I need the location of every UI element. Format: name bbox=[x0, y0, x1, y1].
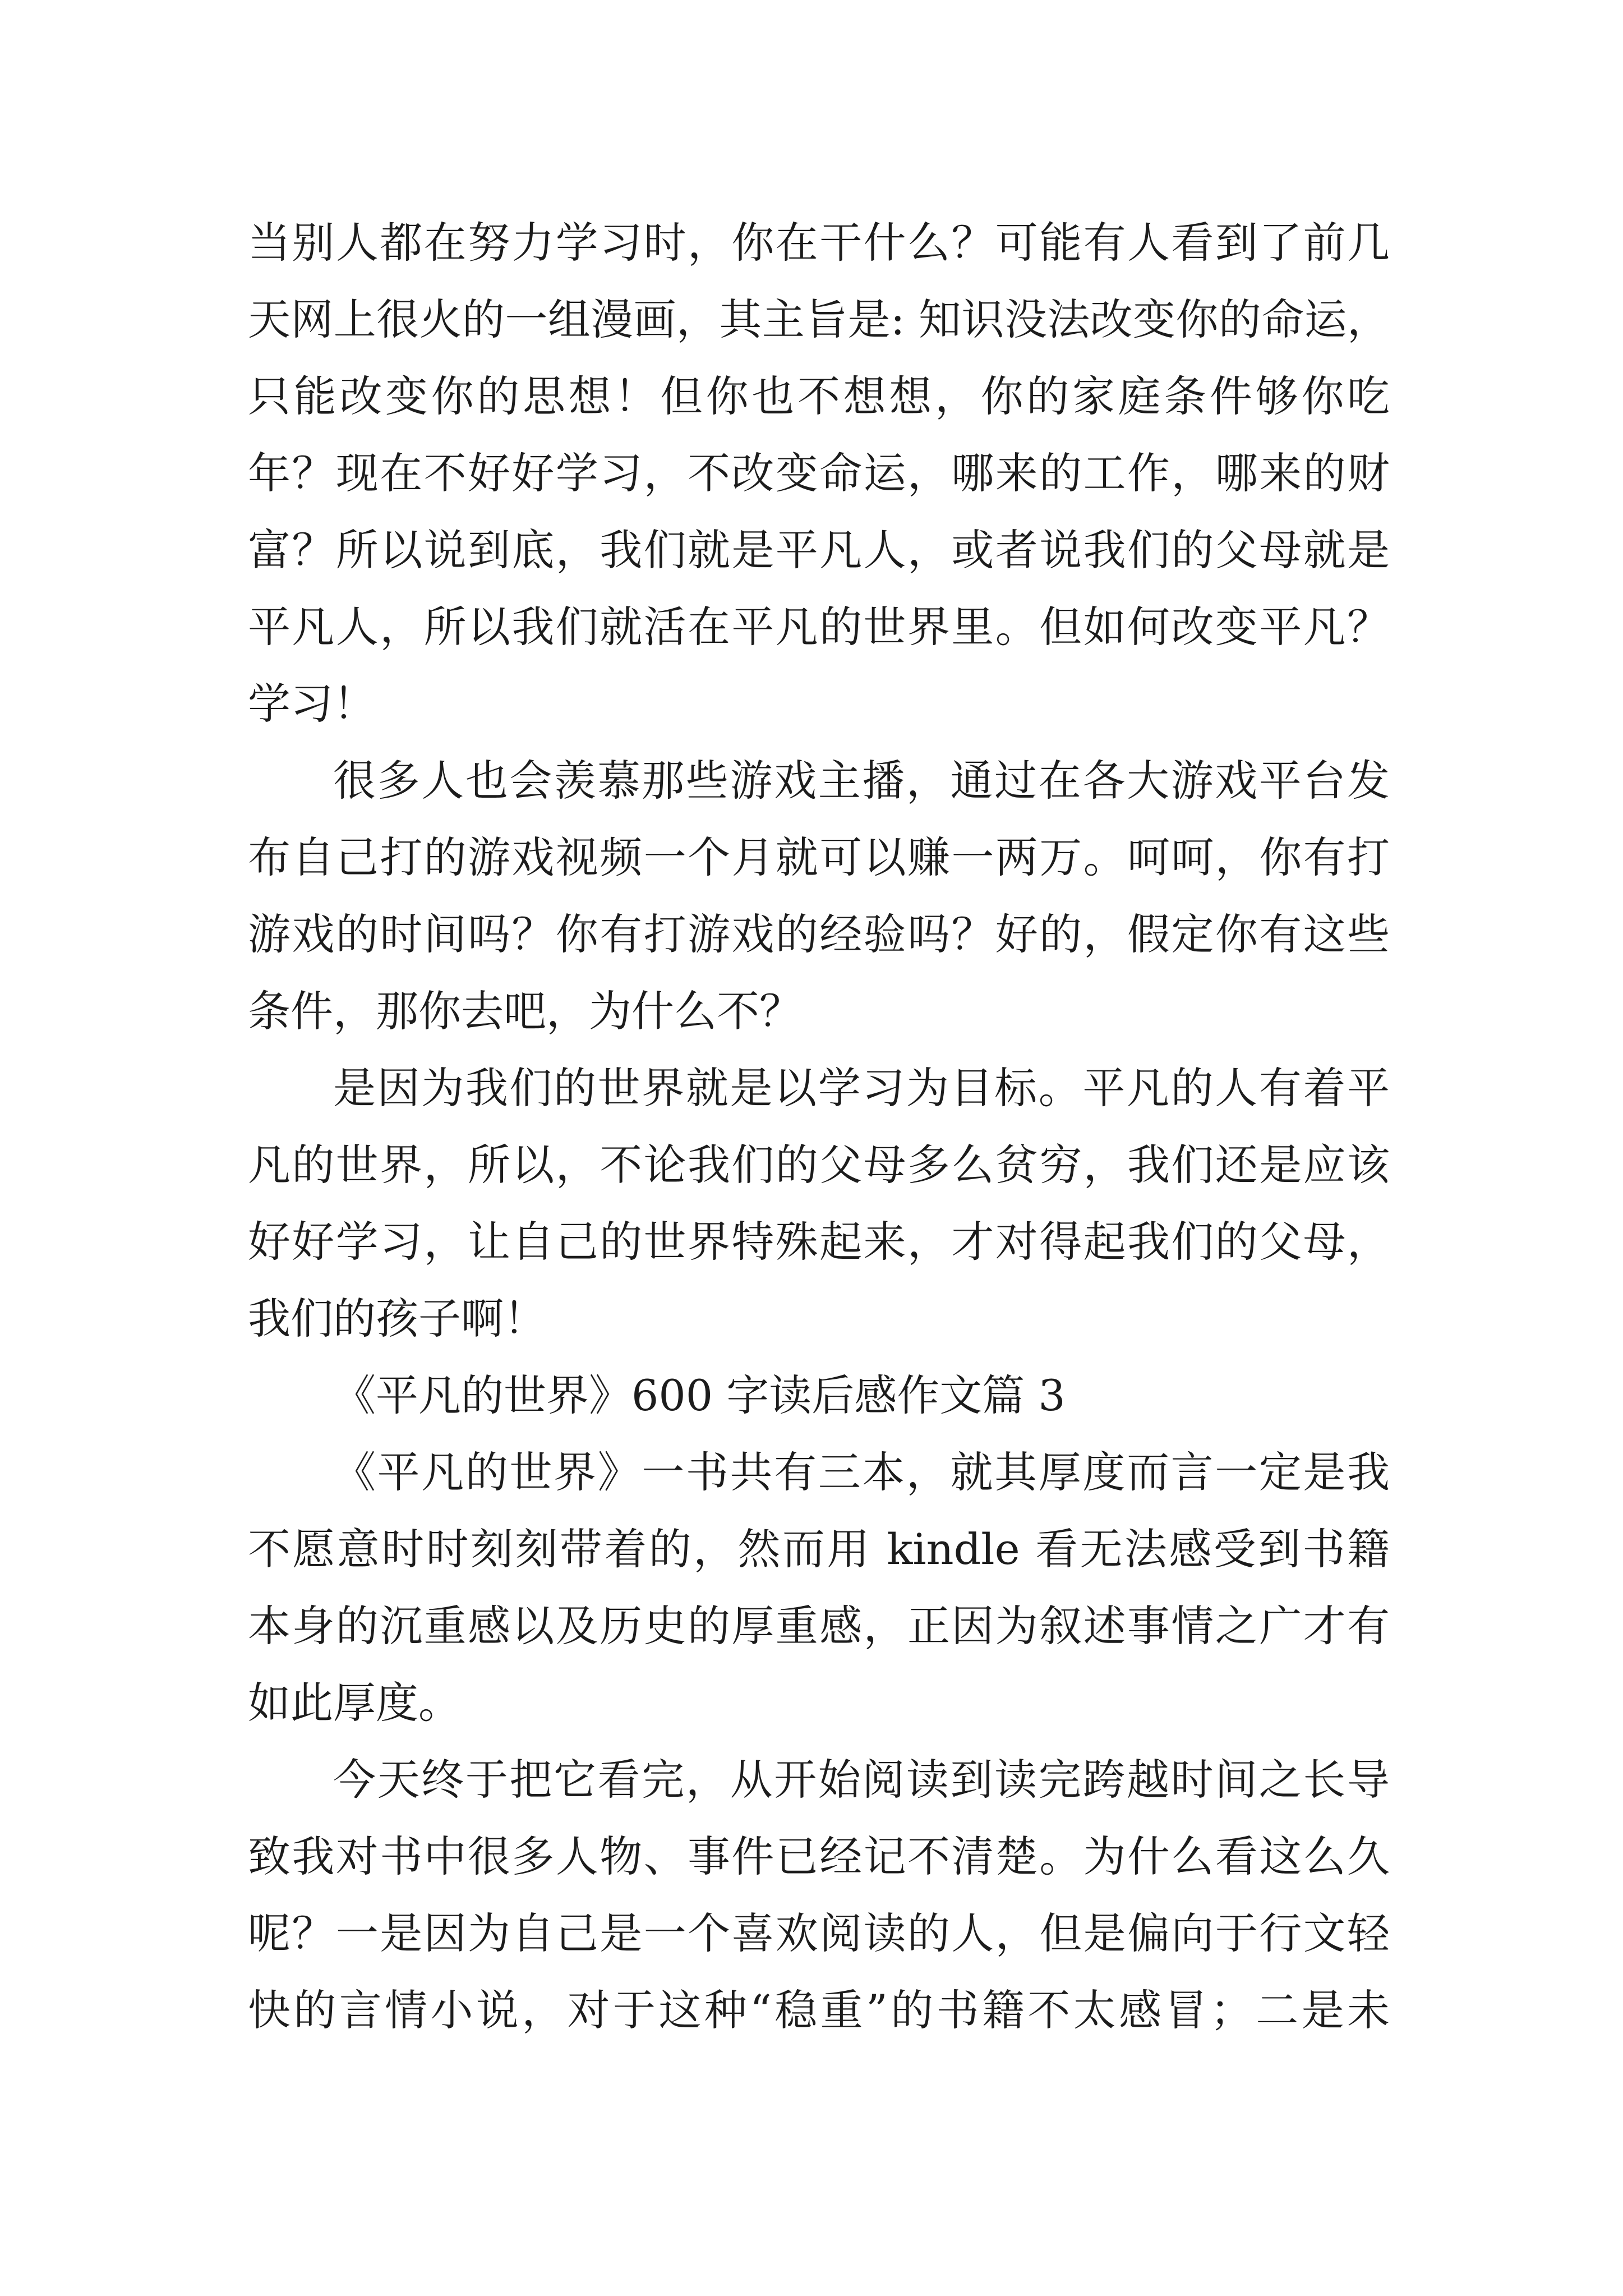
text-line: 如此厚度。 bbox=[248, 1678, 461, 1728]
text-line: 致我对书中很多人物、事件已经记不清楚。为什么看这么久 bbox=[248, 1832, 1390, 1881]
paragraph bbox=[248, 1741, 1390, 2049]
text-line: 快的言情小说，对于这种“稳重”的书籍不太感冒；二是未 bbox=[248, 1985, 1390, 2035]
text-line: 凡的世界，所以，不论我们的父母多么贫穷，我们还是应该 bbox=[248, 1140, 1390, 1190]
text-line: 呢？一是因为自己是一个喜欢阅读的人，但是偏向于行文轻 bbox=[248, 1908, 1390, 1958]
section-heading: 《平凡的世界》600 字读后感作文篇 3 bbox=[333, 1370, 1066, 1420]
paragraph bbox=[248, 742, 1390, 1050]
text-line: 是因为我们的世界就是以学习为目标。平凡的人有着平 bbox=[333, 1063, 1390, 1113]
text-line: 游戏的时间吗？你有打游戏的经验吗？好的，假定你有这些 bbox=[248, 909, 1390, 959]
text-line: 当别人都在努力学习时，你在干什么？可能有人看到了前几 bbox=[248, 218, 1390, 268]
paragraph bbox=[248, 204, 1390, 742]
text-line: 条件，那你去吧，为什么不？ bbox=[248, 986, 802, 1036]
text-line: 年？现在不好好学习，不改变命运，哪来的工作，哪来的财 bbox=[248, 448, 1390, 498]
text-line: 只能改变你的思想！但你也不想想，你的家庭条件够你吃 bbox=[248, 371, 1390, 421]
text-line: 《平凡的世界》一书共有三本，就其厚度而言一定是我 bbox=[333, 1447, 1390, 1497]
text-line: 今天终于把它看完，从开始阅读到读完跨越时间之长导 bbox=[333, 1755, 1390, 1805]
text-line: 富？所以说到底，我们就是平凡人，或者说我们的父母就是 bbox=[248, 525, 1390, 575]
text-line: 我们的孩子啊！ bbox=[248, 1294, 546, 1343]
paragraph bbox=[248, 1050, 1390, 1357]
text-line: 本身的沉重感以及历史的厚重感，正因为叙述事情之广才有 bbox=[248, 1601, 1390, 1651]
text-line: 不愿意时时刻刻带着的，然而用 kindle 看无法感受到书籍 bbox=[248, 1524, 1390, 1574]
paragraph bbox=[248, 1434, 1390, 1741]
text-line: 好好学习，让自己的世界特殊起来，才对得起我们的父母， bbox=[248, 1217, 1390, 1267]
body-text bbox=[248, 204, 1390, 2049]
text-line: 很多人也会羡慕那些游戏主播，通过在各大游戏平台发 bbox=[333, 756, 1390, 806]
text-line: 天网上很火的一组漫画，其主旨是: 知识没法改变你的命运， bbox=[248, 295, 1390, 344]
text-line: 学习！ bbox=[248, 679, 376, 729]
text-line: 布自己打的游戏视频一个月就可以赚一两万。呵呵，你有打 bbox=[248, 832, 1390, 882]
text-line: 平凡人，所以我们就活在平凡的世界里。但如何改变平凡？ bbox=[248, 602, 1390, 652]
